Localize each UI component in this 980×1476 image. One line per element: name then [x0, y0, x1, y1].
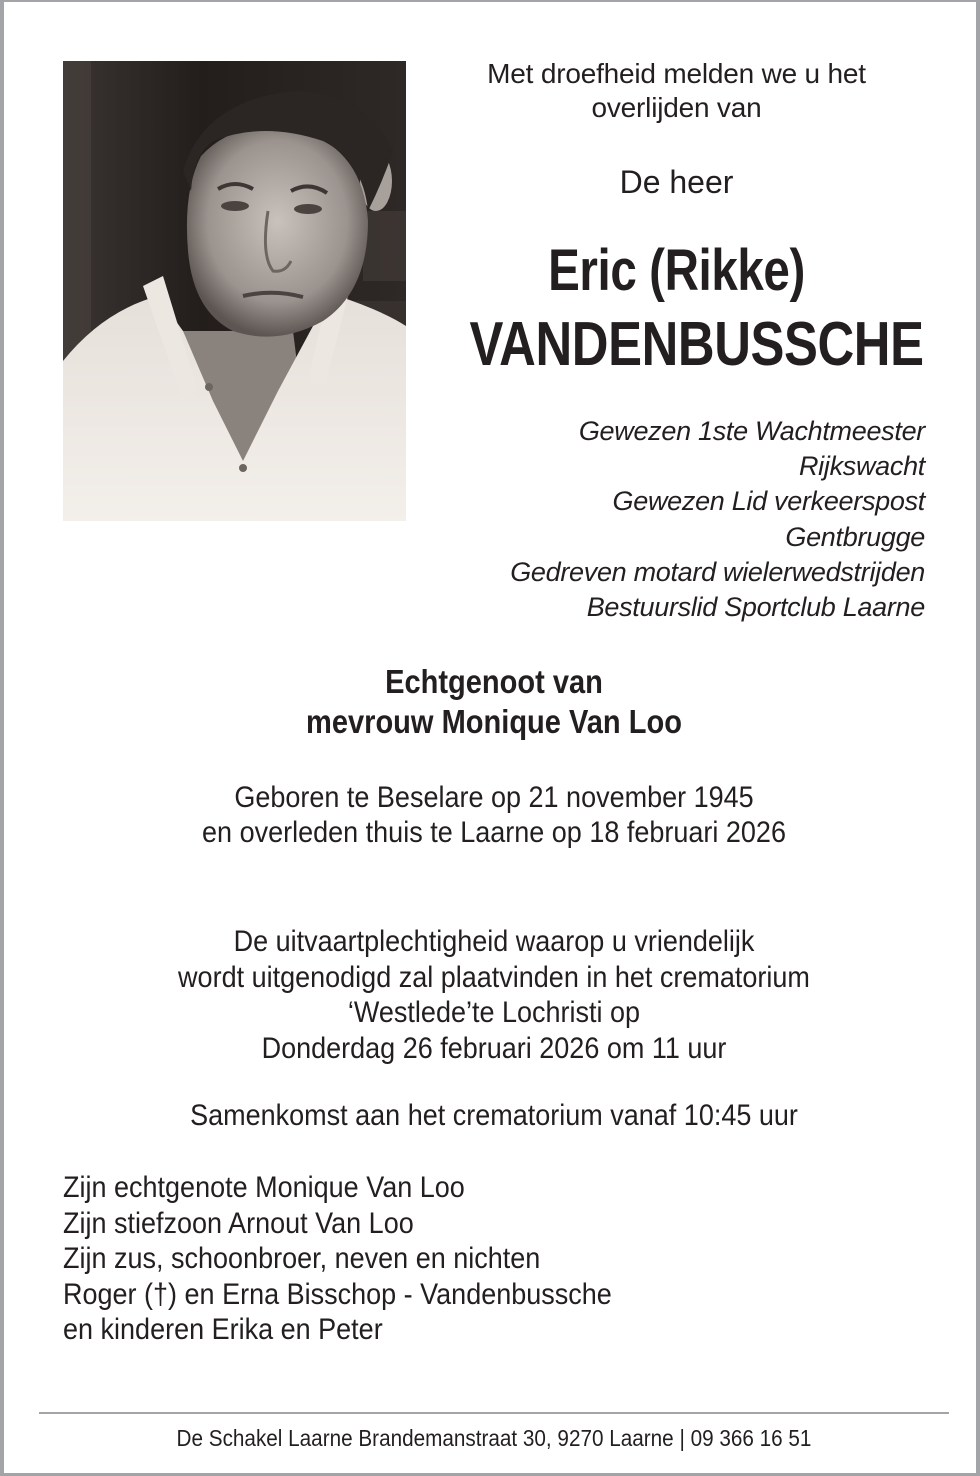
intro-text [424, 57, 929, 125]
funeral-home-footer: De Schakel Laarne Brandemanstraat 30, 9270 Laarne | 09 366 16 51 [176, 1425, 812, 1451]
life-dates [53, 780, 935, 850]
role-item: Gentbrugge [785, 521, 925, 552]
ceremony-line: De uitvaartplechtigheid waarop u vriendelijk [233, 925, 755, 958]
family-member: Zijn zus, schoonbroer, neven en nichten [63, 1242, 541, 1275]
deceased-name [469, 234, 924, 382]
ceremony-details [53, 924, 935, 1066]
role-item: Gewezen 1ste Wachtmeester [578, 416, 925, 446]
birth-line: Geboren te Beselare op 21 november 1945 [234, 781, 754, 814]
honorific: De heer [619, 164, 734, 200]
family-member: Zijn echtgenote Monique Van Loo [63, 1171, 465, 1204]
portrait-photo [63, 61, 406, 521]
ceremony-line: wordt uitgenodigd zal plaatvinden in het crematorium [178, 960, 810, 994]
family-member: en kinderen Erika en Peter [63, 1313, 383, 1346]
death-line: en overleden thuis te Laarne op 18 februari 2026 [202, 816, 786, 849]
spouse-label: Echtgenoot van [385, 663, 603, 700]
portrait-image [63, 61, 406, 521]
given-name: Eric (Rikke) [548, 238, 805, 303]
role-item: Gedreven motard wielerwedstrijden [510, 556, 925, 587]
spouse-name: mevrouw Monique Van Loo [306, 703, 682, 740]
gathering-time: Samenkomst aan het crematorium vanaf 10:45 uur [190, 1099, 798, 1132]
intro-line: Met droefheid melden we u het [487, 58, 866, 89]
roles-list [404, 414, 925, 625]
surname: VANDENBUSSCHE [469, 310, 924, 379]
ceremony-line: ‘Westlede’te Lochristi op [347, 996, 641, 1029]
intro-line: overlijden van [591, 92, 762, 123]
role-item: Bestuurslid Sportclub Laarne [586, 592, 925, 623]
footer-divider [39, 1412, 949, 1414]
family-list [63, 1170, 783, 1348]
ceremony-line: Donderdag 26 februari 2026 om 11 uur [261, 1031, 727, 1065]
role-item: Gewezen Lid verkeerspost [612, 486, 925, 517]
role-item: Rijkswacht [798, 451, 925, 482]
family-member: Roger (†) en Erna Bisschop - Vandenbussche [63, 1277, 612, 1311]
spouse-section [63, 662, 925, 742]
family-member: Zijn stiefzoon Arnout Van Loo [63, 1206, 414, 1240]
